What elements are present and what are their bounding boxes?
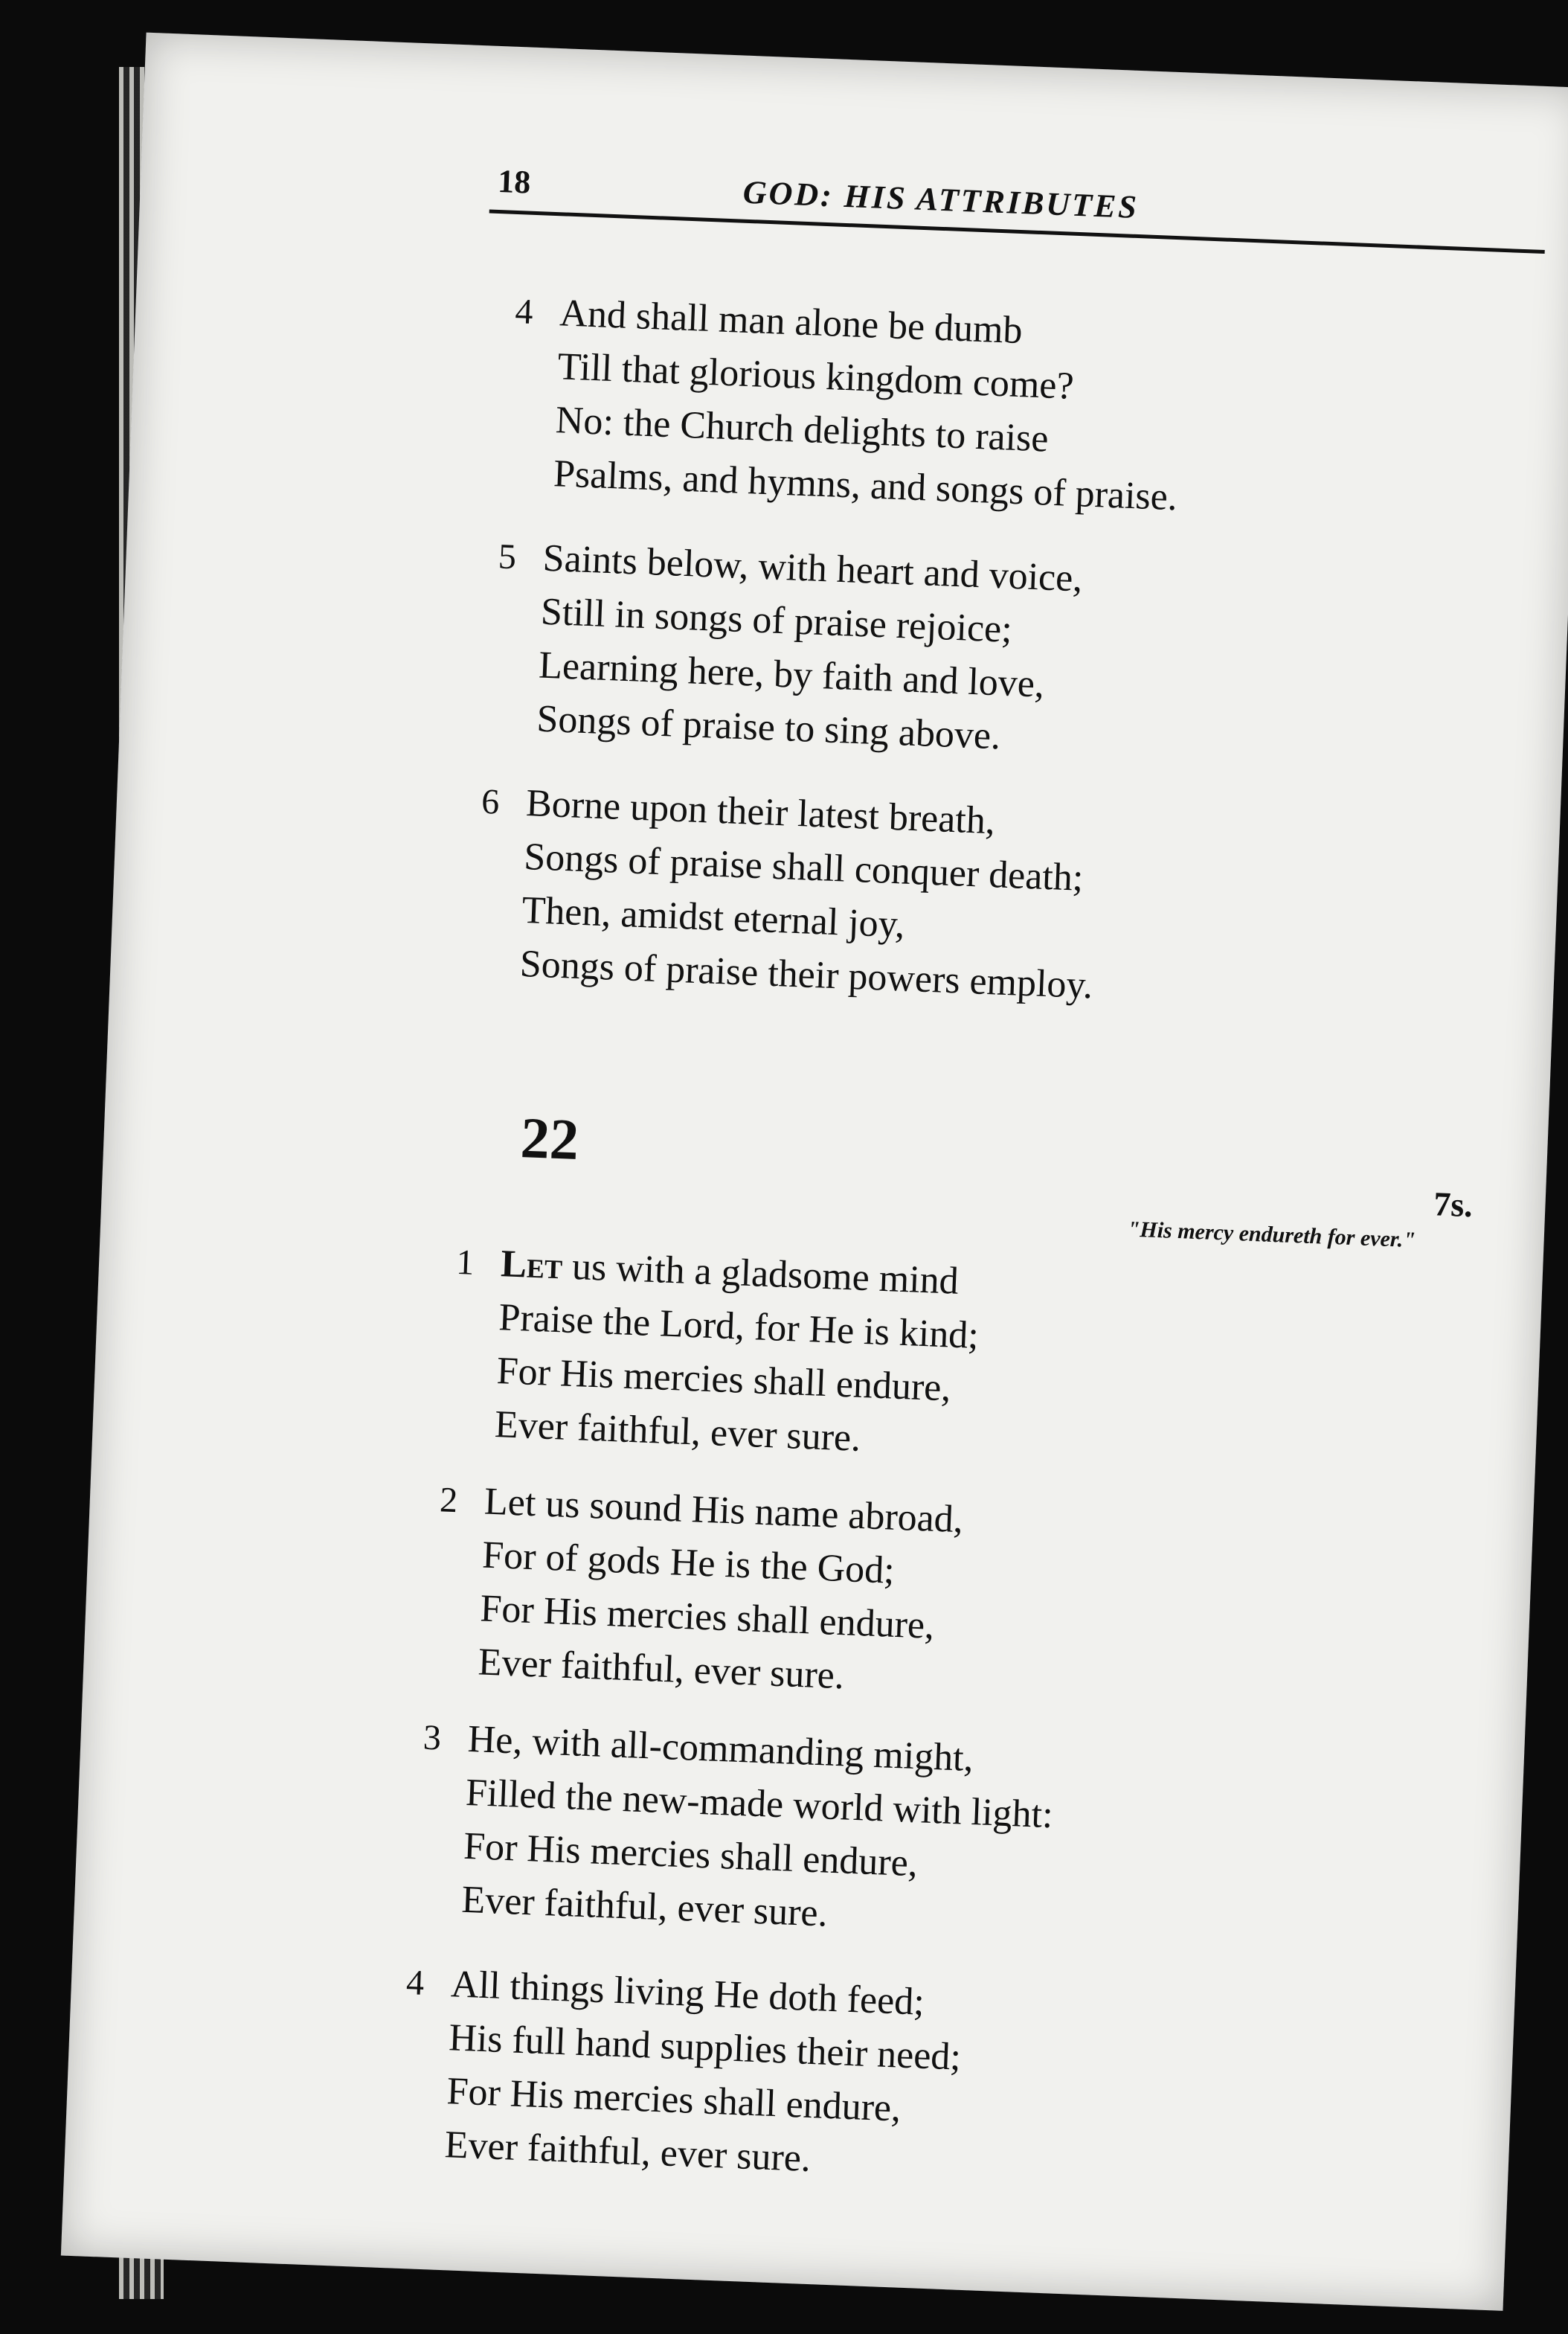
verse-line: Praise the Lord, for He is kind; bbox=[498, 1296, 980, 1357]
verse-block bbox=[481, 777, 1100, 1013]
verse-line: For His mercies shall endure, bbox=[446, 2070, 902, 2130]
verse-number: 4 bbox=[514, 291, 534, 332]
verse-line: Ever faithful, ever sure. bbox=[443, 2123, 812, 2181]
verse-line: Saints below, with heart and voice, bbox=[542, 536, 1084, 600]
verse-number: 1 bbox=[455, 1242, 475, 1283]
verse-first-word: Let bbox=[500, 1243, 564, 1288]
verse-line: For of gods He is the God; bbox=[481, 1533, 896, 1592]
verse-line: He, with all-commanding might, bbox=[466, 1717, 974, 1780]
verse-line: And shall man alone be dumb bbox=[559, 292, 1024, 353]
verse-line: Ever faithful, ever sure. bbox=[477, 1641, 845, 1698]
verse-block bbox=[455, 1237, 982, 1470]
verse-line: Then, amidst eternal joy, bbox=[521, 888, 906, 946]
verse-line: All things living He doth feed; bbox=[450, 1963, 925, 2024]
verse-line: Borne upon their latest breath, bbox=[525, 782, 996, 843]
running-title: GOD: HIS ATTRIBUTES bbox=[742, 173, 1140, 226]
verse-line: Let us sound His name abroad, bbox=[483, 1480, 964, 1542]
verse-line: Ever faithful, ever sure. bbox=[494, 1403, 862, 1460]
verse-block bbox=[439, 1475, 964, 1708]
page-header bbox=[380, 86, 1512, 226]
verse-line: Still in songs of praise rejoice; bbox=[540, 590, 1013, 651]
verse-line: For His mercies shall endure, bbox=[463, 1824, 919, 1885]
verse-number: 5 bbox=[497, 536, 517, 577]
hymn-number: 22 bbox=[519, 1105, 580, 1173]
verse-number: 3 bbox=[422, 1717, 442, 1758]
verse-number: 6 bbox=[481, 781, 501, 822]
verse-line: For His mercies shall endure, bbox=[479, 1587, 936, 1647]
verse-line: Till that glorious kingdom come? bbox=[556, 345, 1075, 408]
verse-line: Songs of praise to sing above. bbox=[536, 697, 1002, 758]
verse-number: 4 bbox=[405, 1963, 425, 2003]
verse-line: His full hand supplies their need; bbox=[448, 2016, 962, 2079]
verse-line: Songs of praise their powers employ. bbox=[518, 942, 1094, 1007]
verse-line: Ever faithful, ever sure. bbox=[460, 1878, 829, 1935]
verse-line: For His mercies shall endure, bbox=[495, 1350, 952, 1410]
verse-line: Psalms, and hymns, and songs of praise. bbox=[553, 452, 1178, 519]
verse-line: Songs of praise shall conquer death; bbox=[523, 835, 1085, 900]
verse-line: No: the Church delights to raise bbox=[554, 399, 1050, 461]
verse-block bbox=[405, 1958, 964, 2191]
page-number: 18 bbox=[497, 162, 532, 201]
verse-line: Learning here, by faith and love, bbox=[538, 644, 1046, 706]
verse-line: Filled the new-made world with light: bbox=[465, 1771, 1054, 1837]
hymn-epigraph: "His mercy endureth for ever." bbox=[1127, 1216, 1416, 1253]
verse-line-rest: us with a gladsome mind bbox=[562, 1245, 960, 1303]
verse-block bbox=[497, 532, 1084, 767]
book-page bbox=[61, 33, 1568, 2311]
hymn-meter: 7s. bbox=[1433, 1184, 1474, 1225]
verse-number: 2 bbox=[439, 1480, 459, 1521]
verse-block bbox=[514, 286, 1185, 525]
verse-block bbox=[422, 1713, 1055, 1949]
